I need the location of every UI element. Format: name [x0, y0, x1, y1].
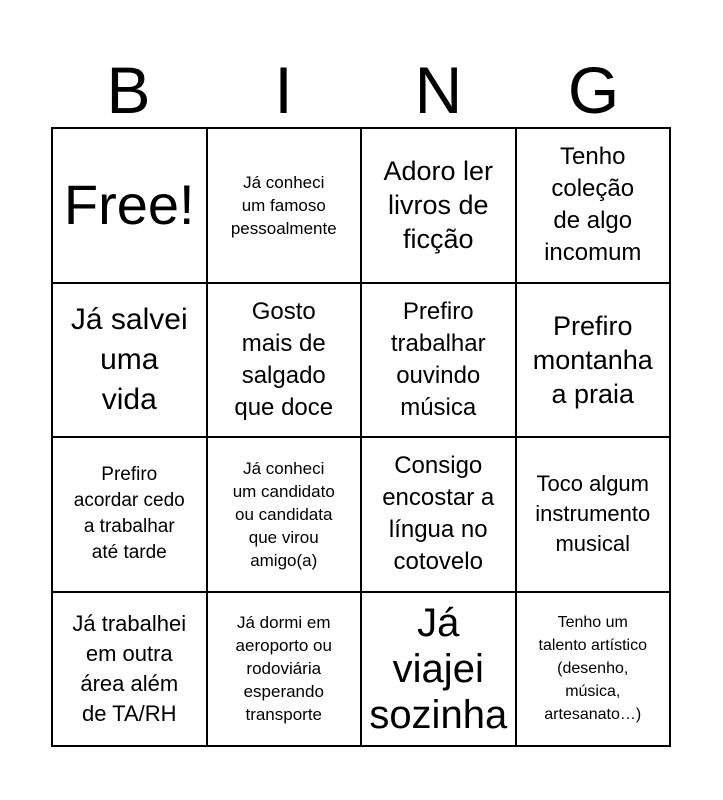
cell-text: Consigo encostar a língua no cotovelo: [382, 452, 495, 576]
cell-text: Já dormi em aeroporto ou rodoviária esperando transporte: [235, 613, 332, 725]
title-letter-i: I: [274, 53, 293, 127]
bingo-cell[interactable]: [208, 593, 363, 748]
cell-text: Prefiro trabalhar ouvindo música: [390, 297, 486, 421]
bingo-grid: [51, 127, 671, 747]
cell-text: Já salvei uma vida: [70, 302, 188, 416]
bingo-cell[interactable]: [53, 593, 208, 748]
bingo-cell[interactable]: [517, 129, 672, 284]
bingo-cell[interactable]: [362, 438, 517, 593]
bingo-cell[interactable]: [362, 129, 517, 284]
bingo-cell[interactable]: [208, 129, 363, 284]
cell-text: Toco algum instrumento musical: [535, 471, 651, 557]
bingo-title: [51, 52, 671, 128]
bingo-cell[interactable]: [517, 284, 672, 439]
title-letter-b: B: [106, 53, 151, 127]
bingo-cell[interactable]: [53, 284, 208, 439]
bingo-cell[interactable]: [362, 284, 517, 439]
cell-text: Tenho coleção de algo incomum: [544, 143, 642, 267]
cell-text: Já viajei sozinha: [369, 600, 508, 737]
bingo-cell[interactable]: [517, 593, 672, 748]
bingo-cell[interactable]: [517, 438, 672, 593]
title-letter-g: G: [567, 53, 620, 127]
cell-text: Free!: [63, 173, 195, 237]
cell-text: Adoro ler livros de ficção: [383, 156, 494, 255]
cell-text: Gosto mais de salgado que doce: [234, 297, 334, 421]
bingo-cell[interactable]: [362, 593, 517, 748]
cell-text: Prefiro acordar cedo a trabalhar até tarde: [73, 464, 185, 564]
cell-text: Já conheci um famoso pessoalmente: [230, 172, 337, 238]
cell-text: Prefiro montanha a praia: [532, 310, 653, 409]
cell-text: Já trabalhei em outra área além de TA/RH: [72, 610, 187, 726]
cell-text: Já conheci um candidato ou candidata que virou amigo(a): [232, 458, 335, 570]
bingo-cell[interactable]: [208, 438, 363, 593]
bingo-cell-free[interactable]: [53, 129, 208, 284]
cell-text: Tenho um talento artístico (desenho, música, artesanato…): [538, 614, 647, 724]
bingo-cell[interactable]: [208, 284, 363, 439]
bingo-cell[interactable]: [53, 438, 208, 593]
title-letter-n: N: [414, 53, 463, 127]
